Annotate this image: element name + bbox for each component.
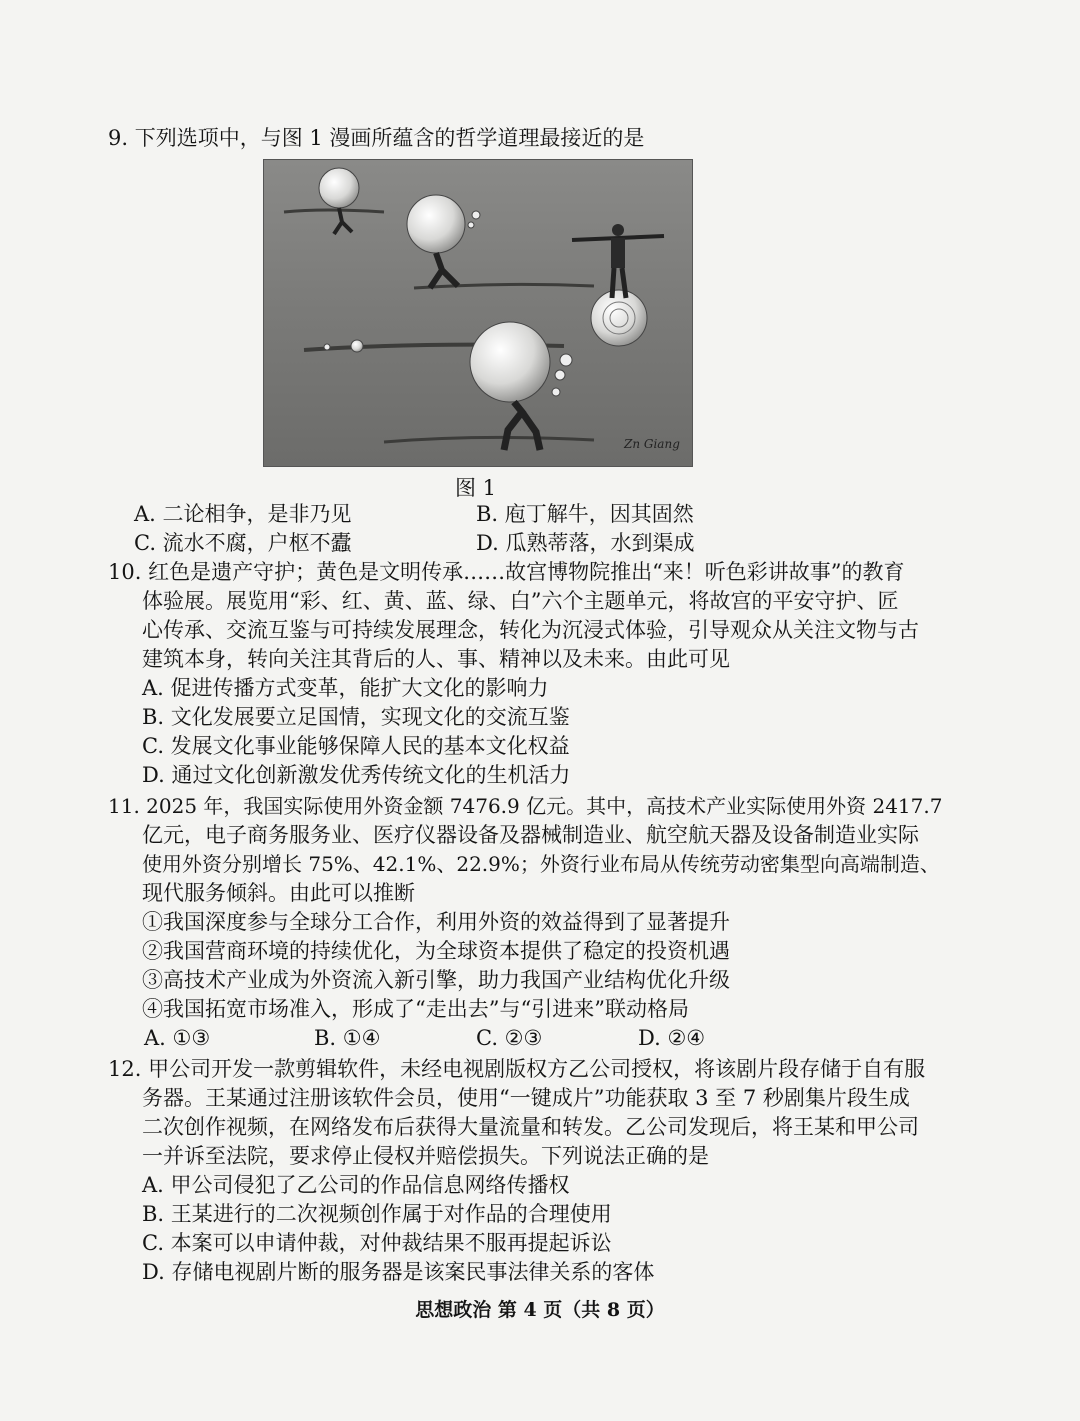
- q12-option-a: A. 甲公司侵犯了乙公司的作品信息网络传播权: [142, 1173, 570, 1197]
- q11-option-c: C. ②③: [476, 1026, 543, 1050]
- q10-option-c: C. 发展文化事业能够保障人民的基本文化权益: [142, 734, 570, 758]
- q11-statement-2: ②我国营商环境的持续优化，为全球资本提供了稳定的投资机遇: [142, 939, 730, 963]
- q12-stem-line: 一并诉至法院，要求停止侵权并赔偿损失。下列说法正确的是: [142, 1144, 709, 1168]
- q9-stem: 9. 下列选项中，与图 1 漫画所蕴含的哲学道理最接近的是: [108, 126, 645, 150]
- q11-stem-line: 11. 2025 年，我国实际使用外资金额 7476.9 亿元。其中，高技术产业实际使用外资 2417.7: [108, 794, 943, 818]
- q10-stem-line: 10. 红色是遗产守护；黄色是文明传承……故宫博物院推出“来！听色彩讲故事”的教育: [108, 560, 905, 584]
- q11-statement-4: ④我国拓宽市场准入，形成了“走出去”与“引进来”联动格局: [142, 997, 689, 1021]
- q11-stem-line: 亿元，电子商务服务业、医疗仪器设备及器械制造业、航空航天器及设备制造业实际: [142, 823, 919, 847]
- q11-statement-1: ①我国深度参与全球分工合作，利用外资的效益得到了显著提升: [142, 910, 730, 934]
- q11-option-a: A. ①③: [144, 1026, 211, 1050]
- q12-stem-line: 务器。王某通过注册该软件会员，使用“一键成片”功能获取 3 至 7 秒剧集片段生成: [142, 1086, 910, 1110]
- page-footer: 思想政治 第 4 页（共 8 页）: [415, 1299, 665, 1321]
- q10-stem-line: 心传承、交流互鉴与可持续发展理念，转化为沉浸式体验，引导观众从关注文物与古: [142, 618, 919, 642]
- cartoon-figure: [263, 159, 693, 467]
- q12-option-c: C. 本案可以申请仲裁，对仲裁结果不服再提起诉讼: [142, 1231, 612, 1255]
- q12-option-b: B. 王某进行的二次视频创作属于对作品的合理使用: [142, 1202, 612, 1226]
- figure-caption: 图 1: [455, 476, 497, 500]
- q10-stem-line: 体验展。展览用“彩、红、黄、蓝、绿、白”六个主题单元，将故宫的平安守护、匠: [142, 589, 899, 613]
- q10-stem-line: 建筑本身，转向关注其背后的人、事、精神以及未来。由此可见: [142, 647, 730, 671]
- q9-option-c: C. 流水不腐，户枢不蠹: [134, 531, 352, 555]
- q12-stem-line: 12. 甲公司开发一款剪辑软件，未经电视剧版权方乙公司授权，将该剧片段存储于自有服: [108, 1057, 926, 1081]
- q12-stem-line: 二次创作视频，在网络发布后获得大量流量和转发。乙公司发现后，将王某和甲公司: [142, 1115, 919, 1139]
- q11-option-d: D. ②④: [638, 1026, 706, 1050]
- q11-statement-3: ③高技术产业成为外资流入新引擎，助力我国产业结构优化升级: [142, 968, 730, 992]
- q11-stem-line: 现代服务倾斜。由此可以推断: [142, 881, 415, 905]
- q11-stem-line: 使用外资分别增长 75%、42.1%、22.9%；外资行业布局从传统劳动密集型向高端制造、: [142, 852, 940, 876]
- q9-option-d: D. 瓜熟蒂落，水到渠成: [476, 531, 695, 555]
- q9-option-a: A. 二论相争，是非乃见: [134, 502, 352, 526]
- q10-option-b: B. 文化发展要立足国情，实现文化的交流互鉴: [142, 705, 570, 729]
- q10-option-a: A. 促进传播方式变革，能扩大文化的影响力: [142, 676, 549, 700]
- artist-signature: Zn Giang: [624, 437, 680, 451]
- q9-option-b: B. 庖丁解牛，因其固然: [476, 502, 694, 526]
- q11-option-b: B. ①④: [314, 1026, 381, 1050]
- q12-option-d: D. 存储电视剧片断的服务器是该案民事法律关系的客体: [142, 1260, 655, 1284]
- q10-option-d: D. 通过文化创新激发优秀传统文化的生机活力: [142, 763, 571, 787]
